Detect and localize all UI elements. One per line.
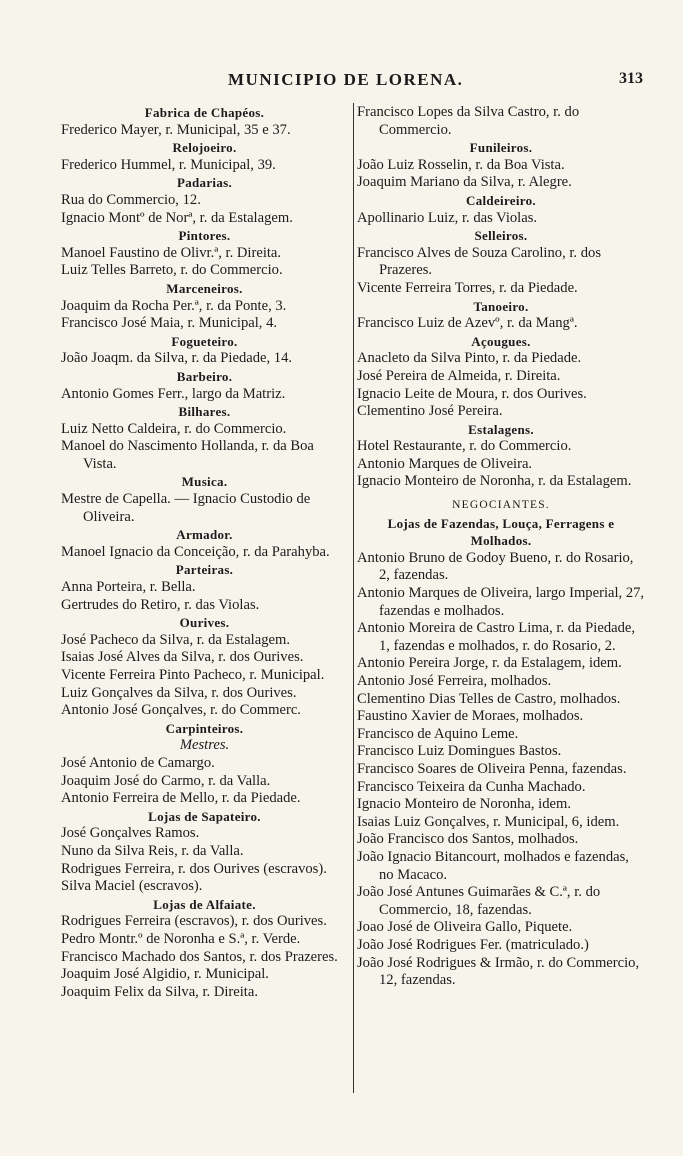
directory-entry: Francisco José Maia, r. Municipal, 4. — [61, 315, 278, 332]
directory-entry: João Ignacio Bitancourt, molhados e fazendas, no Macaco. — [357, 848, 629, 883]
directory-entry: Antonio Pereira Jorge, r. da Estalagem, idem. — [357, 655, 622, 672]
section-heading: Bilhares. — [178, 404, 231, 420]
directory-entry: Francisco Teixeira da Cunha Machado. — [357, 778, 586, 795]
directory-entry: Nuno da Silva Reis, r. da Valla. — [61, 842, 244, 859]
directory-entry: Anna Porteira, r. Bella. — [61, 579, 196, 596]
directory-entry: Antonio Marques de Oliveira, largo Imperial, 27, fazendas e molhados. — [357, 585, 645, 619]
directory-entry: João Luiz Rosselin, r. da Boa Vista. — [357, 156, 565, 173]
section-heading: Pintores. — [178, 228, 231, 244]
section-heading: Tanoeiro. — [473, 298, 529, 314]
directory-entry: Clementino Dias Telles de Castro, molhados. — [357, 690, 621, 707]
directory-entry: Antonio José Gonçalves, r. do Commerc. — [61, 702, 301, 719]
directory-entry: Frederico Mayer, r. Municipal, 35 e 37. — [61, 121, 291, 138]
column-divider — [353, 103, 354, 1093]
directory-entry: José Pereira de Almeida, r. Direita. — [357, 367, 561, 384]
directory-entry: Isaias Luiz Gonçalves, r. Municipal, 6, idem. — [357, 813, 620, 830]
section-heading: Estalagens. — [468, 421, 534, 437]
directory-entry: Manoel do Nascimento Hollanda, r. da Boa Vista. — [61, 438, 314, 472]
directory-entry: Ignacio Monteiro de Noronha, r. da Estalagem. — [357, 473, 632, 490]
directory-entry: Joaquim da Rocha Per.ª, r. da Ponte, 3. — [61, 297, 287, 314]
page-number: 313 — [619, 70, 643, 87]
directory-entry: Joaquim Mariano da Silva, r. Alegre. — [357, 174, 572, 191]
directory-entry: Francisco Alves de Souza Carolino, r. dos Prazeres. — [357, 244, 602, 279]
directory-entry: Francisco de Aquino Leme. — [357, 725, 519, 742]
directory-entry: José Gonçalves Ramos. — [61, 825, 200, 842]
category-heading: NEGOCIANTES. — [452, 499, 550, 512]
section-heading: Fogueteiro. — [171, 333, 238, 349]
directory-entry: Joaquim José Algidio, r. Municipal. — [61, 966, 269, 983]
directory-entry: José Antonio de Camargo. — [61, 754, 215, 771]
directory-entry: Vicente Ferreira Torres, r. da Piedade. — [357, 279, 578, 296]
page-header — [0, 70, 683, 96]
section-heading: Relojoeiro. — [172, 140, 237, 156]
directory-entry: Rodrigues Ferreira, r. dos Ourives (escravos). — [61, 860, 327, 877]
directory-entry: Anacleto da Silva Pinto, r. da Piedade. — [357, 350, 582, 367]
section-heading: Ourives. — [179, 615, 230, 631]
directory-entry: Joaquim Felix da Silva, r. Direita. — [61, 983, 258, 1000]
section-heading: Açougues. — [471, 333, 531, 349]
left-column — [61, 104, 348, 1001]
directory-entry: Antonio José Ferreira, molhados. — [357, 673, 552, 689]
right-column — [357, 104, 645, 990]
section-heading: Carpinteiros. — [165, 720, 244, 736]
directory-entry: Antonio Ferreira de Mello, r. da Piedade. — [61, 790, 301, 807]
directory-entry: Antonio Moreira de Castro Lima, r. da Piedade, 1, fazendas e molhados, r. do Rosario, 2. — [357, 620, 636, 654]
directory-entry: Joao José de Oliveira Gallo, Piquete. — [357, 919, 573, 936]
directory-entry: Luiz Netto Caldeira, r. do Commercio. — [61, 420, 287, 437]
directory-entry: Antonio Gomes Ferr., largo da Matriz. — [61, 385, 286, 402]
directory-entry: Francisco Soares de Oliveira Penna, fazendas. — [357, 760, 627, 777]
directory-entry: Isaias José Alves da Silva, r. dos Ourives. — [61, 649, 304, 666]
directory-entry: Apollinario Luiz, r. das Violas. — [357, 209, 538, 226]
directory-entry: Pedro Montr.º de Noronha e S.ª, r. Verde. — [61, 930, 301, 947]
directory-entry: Mestre de Capella. — Ignacio Custodio de Oliveira. — [61, 491, 311, 525]
directory-entry: Francisco Lopes da Silva Castro, r. do Commercio. — [357, 104, 580, 138]
section-subheading: Mestres. — [179, 737, 230, 754]
directory-entry: Clementino José Pereira. — [357, 403, 503, 420]
directory-entry: João José Antunes Guimarães & C.ª, r. do Commercio, 18, fazendas. — [357, 884, 601, 918]
directory-entry: Rodrigues Ferreira (escravos), r. dos Ourives. — [61, 913, 327, 930]
section-heading: Musica. — [181, 474, 228, 490]
section-heading: Armador. — [176, 527, 233, 543]
directory-entry: José Pacheco da Silva, r. da Estalagem. — [61, 631, 290, 648]
directory-entry: Gertrudes do Retiro, r. das Violas. — [61, 596, 260, 613]
directory-entry: João Joaqm. da Silva, r. da Piedade, 14. — [61, 350, 293, 367]
directory-entry: Vicente Ferreira Pinto Pacheco, r. Municipal. — [61, 667, 325, 683]
section-heading: Parteiras. — [175, 562, 234, 578]
section-heading: Lojas de Alfaiate. — [153, 896, 256, 912]
directory-entry: Manoel Ignacio da Conceição, r. da Parahyba. — [61, 543, 330, 560]
directory-entry: Faustino Xavier de Moraes, molhados. — [357, 708, 584, 725]
section-heading: Barbeiro. — [176, 368, 233, 384]
directory-entry: Francisco Luiz de Azevº, r. da Mangª. — [357, 315, 578, 332]
section-heading: Caldeireiro. — [466, 192, 536, 208]
directory-entry: Antonio Bruno de Godoy Bueno, r. do Rosario, 2, fazendas. — [357, 549, 634, 584]
section-heading: Funileiros. — [469, 140, 533, 156]
section-heading: Lojas de Fazendas, Louça, Ferragens e Molhados. — [387, 515, 615, 549]
directory-entry: João José Rodrigues Fer. (matriculado.) — [357, 936, 589, 953]
directory-entry: Silva Maciel (escravos). — [61, 878, 203, 895]
directory-entry: Hotel Restaurante, r. do Commercio. — [357, 438, 572, 455]
directory-entry: Joaquim José do Carmo, r. da Valla. — [61, 772, 271, 789]
directory-entry: João Francisco dos Santos, molhados. — [357, 831, 579, 848]
section-heading: Padarias. — [176, 175, 233, 191]
directory-entry: João José Rodrigues & Irmão, r. do Commercio, 12, fazendas. — [357, 954, 640, 989]
directory-entry: Francisco Machado dos Santos, r. dos Prazeres. — [61, 948, 338, 965]
directory-entry: Ignacio Leite de Moura, r. dos Ourives. — [357, 385, 587, 402]
section-heading: Fabrica de Chapéos. — [144, 105, 265, 120]
directory-entry: Ignacio Monteiro de Noronha, idem. — [357, 796, 571, 813]
page-title: MUNICIPIO DE LORENA. — [228, 70, 464, 89]
section-heading: Lojas de Sapateiro. — [148, 808, 261, 824]
directory-entry: Rua do Commercio, 12. — [61, 191, 201, 208]
directory-entry: Antonio Marques de Oliveira. — [357, 455, 533, 472]
section-heading: Selleiros. — [474, 228, 528, 244]
directory-entry: Manoel Faustino de Olivr.ª, r. Direita. — [61, 244, 282, 261]
directory-entry: Luiz Gonçalves da Silva, r. dos Ourives. — [61, 684, 297, 701]
directory-entry: Luiz Telles Barreto, r. do Commercio. — [61, 262, 283, 279]
section-heading: Marceneiros. — [166, 280, 243, 296]
directory-entry: Francisco Luiz Domingues Bastos. — [357, 743, 562, 760]
directory-entry: Frederico Hummel, r. Municipal, 39. — [61, 156, 276, 173]
directory-entry: Ignacio Montº de Norª, r. da Estalagem. — [61, 209, 293, 226]
